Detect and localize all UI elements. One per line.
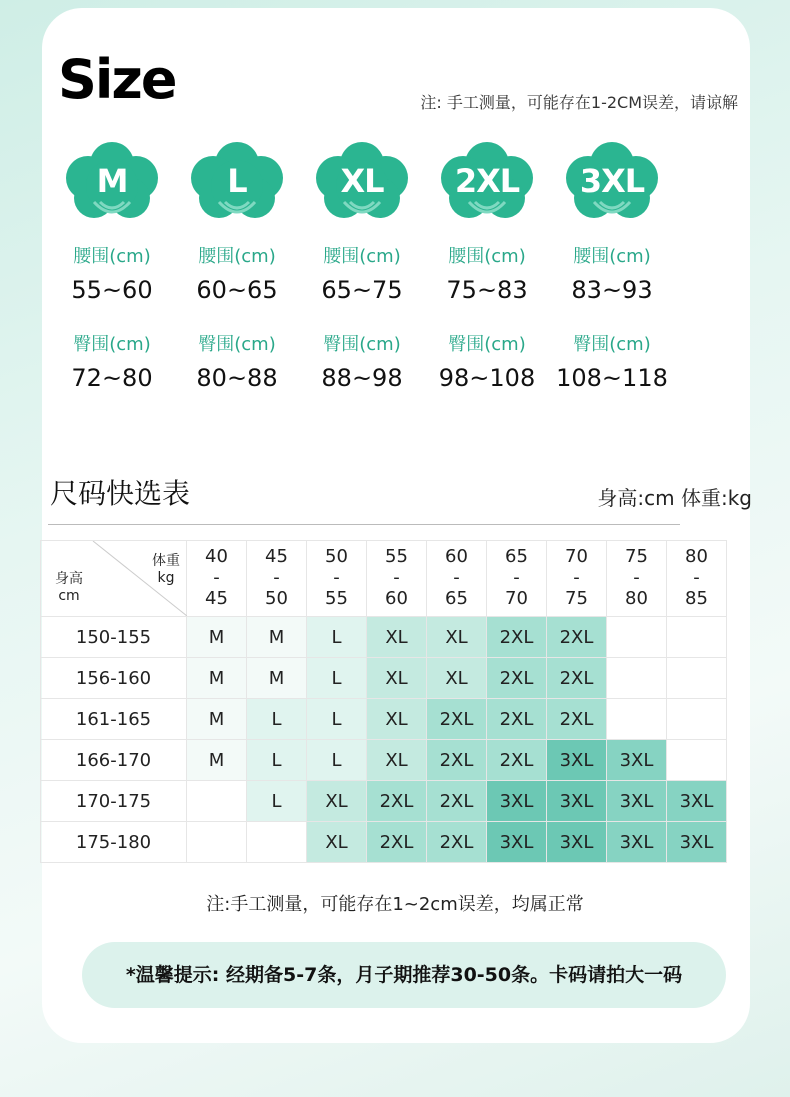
weight-dash: -: [213, 567, 220, 589]
weight-min: 75: [625, 546, 648, 568]
size-cell: M: [247, 658, 307, 699]
size-cell: [667, 617, 727, 658]
size-label: M: [96, 162, 128, 200]
waist-label: 腰围(cm): [448, 246, 526, 267]
size-cell: [667, 658, 727, 699]
weight-dash: -: [453, 567, 460, 589]
size-cell: XL: [367, 740, 427, 781]
waist-label: 腰围(cm): [73, 246, 151, 267]
hip-value: 108~118: [556, 364, 668, 392]
size-cell: L: [307, 617, 367, 658]
waist-value: 75~83: [446, 276, 528, 304]
table-header-row: [41, 541, 727, 617]
table-row: [41, 617, 727, 658]
weight-range-header: [487, 541, 547, 617]
weight-range-header: [427, 541, 487, 617]
weight-range-header: [247, 541, 307, 617]
size-cell: XL: [427, 617, 487, 658]
weight-dash: -: [333, 567, 340, 589]
size-cell: XL: [307, 781, 367, 822]
size-label: 2XL: [454, 162, 520, 200]
table-row: [41, 781, 727, 822]
weight-max: 45: [205, 587, 228, 609]
warm-tip-banner: *温馨提示: 经期备5-7条，月子期推荐30-50条。卡码请拍大一码: [82, 942, 726, 1008]
size-cell: 2XL: [487, 699, 547, 740]
height-unit: cm: [58, 587, 80, 604]
size-cell: 3XL: [487, 822, 547, 863]
size-cell: XL: [427, 658, 487, 699]
height-range-cell: 166-170: [41, 740, 187, 781]
size-column: [302, 140, 422, 392]
weight-max: 85: [685, 587, 708, 609]
size-column: [52, 140, 172, 392]
weight-max: 75: [565, 587, 588, 609]
size-cell: XL: [367, 699, 427, 740]
weight-min: 55: [385, 546, 408, 568]
size-column: [177, 140, 297, 392]
size-cell: 3XL: [667, 781, 727, 822]
size-cell: L: [307, 699, 367, 740]
size-cell: 2XL: [547, 617, 607, 658]
weight-min: 40: [205, 546, 228, 568]
table-row: [41, 822, 727, 863]
waist-value: 65~75: [321, 276, 403, 304]
hip-value: 80~88: [196, 364, 278, 392]
weight-min: 60: [445, 546, 468, 568]
size-chart-table: [40, 540, 727, 863]
hip-value: 88~98: [321, 364, 403, 392]
weight-unit: kg: [157, 569, 175, 586]
weight-dash: -: [693, 567, 700, 589]
weight-dash: -: [513, 567, 520, 589]
hip-value: 98~108: [438, 364, 536, 392]
hip-label: 臀围(cm): [323, 334, 401, 355]
size-cell: XL: [367, 617, 427, 658]
waist-value: 55~60: [71, 276, 153, 304]
size-measurements: [52, 140, 682, 410]
size-cell: 3XL: [547, 822, 607, 863]
size-cell: [187, 822, 247, 863]
hip-label: 臀围(cm): [573, 334, 651, 355]
weight-range-header: [367, 541, 427, 617]
cotton-flower-icon: [314, 140, 410, 228]
hip-value: 72~80: [71, 364, 153, 392]
weight-max: 65: [445, 587, 468, 609]
size-label: 3XL: [579, 162, 645, 200]
size-cell: 2XL: [427, 699, 487, 740]
weight-max: 60: [385, 587, 408, 609]
size-column: [552, 140, 672, 392]
size-cell: XL: [367, 658, 427, 699]
waist-label: 腰围(cm): [573, 246, 651, 267]
size-cell: M: [247, 617, 307, 658]
size-cell: [607, 699, 667, 740]
cotton-flower-icon: [64, 140, 160, 228]
weight-min: 70: [565, 546, 588, 568]
weight-range-header: [547, 541, 607, 617]
weight-range-header: [607, 541, 667, 617]
size-cell: 2XL: [427, 781, 487, 822]
weight-dash: -: [273, 567, 280, 589]
weight-range-header: [307, 541, 367, 617]
size-label: L: [227, 162, 247, 200]
waist-value: 83~93: [571, 276, 653, 304]
size-cell: M: [187, 699, 247, 740]
size-cell: [667, 740, 727, 781]
height-range-cell: 150-155: [41, 617, 187, 658]
size-cell: 3XL: [547, 781, 607, 822]
size-cell: [667, 699, 727, 740]
waist-label: 腰围(cm): [323, 246, 401, 267]
size-cell: 2XL: [487, 617, 547, 658]
size-cell: 2XL: [547, 658, 607, 699]
size-label: XL: [340, 162, 384, 200]
weight-axis-label: 体重: [152, 553, 180, 569]
height-axis-label: 身高: [55, 571, 83, 587]
size-cell: 2XL: [547, 699, 607, 740]
table-row: [41, 740, 727, 781]
height-range-cell: 161-165: [41, 699, 187, 740]
weight-max: 80: [625, 587, 648, 609]
weight-min: 65: [505, 546, 528, 568]
measurement-note: 注: 手工测量，可能存在1-2CM误差，请谅解: [420, 93, 738, 112]
hip-label: 臀围(cm): [448, 334, 526, 355]
table-corner-cell: [41, 541, 187, 617]
size-cell: 2XL: [367, 822, 427, 863]
size-cell: [607, 658, 667, 699]
size-cell: 3XL: [607, 740, 667, 781]
height-range-cell: 156-160: [41, 658, 187, 699]
size-cell: L: [247, 740, 307, 781]
size-cell: 2XL: [427, 822, 487, 863]
hip-label: 臀围(cm): [198, 334, 276, 355]
weight-min: 45: [265, 546, 288, 568]
weight-min: 80: [685, 546, 708, 568]
size-cell: 3XL: [487, 781, 547, 822]
size-cell: [187, 781, 247, 822]
waist-label: 腰围(cm): [198, 246, 276, 267]
weight-max: 55: [325, 587, 348, 609]
size-cell: 3XL: [607, 781, 667, 822]
divider: [48, 524, 680, 525]
height-range-cell: 170-175: [41, 781, 187, 822]
table-row: [41, 699, 727, 740]
cotton-flower-icon: [189, 140, 285, 228]
cotton-flower-icon: [439, 140, 535, 228]
size-cell: 3XL: [667, 822, 727, 863]
size-chart-title: 尺码快选表: [50, 477, 191, 510]
size-cell: L: [247, 699, 307, 740]
waist-value: 60~65: [196, 276, 278, 304]
size-cell: XL: [307, 822, 367, 863]
weight-dash: -: [633, 567, 640, 589]
cotton-flower-icon: [564, 140, 660, 228]
weight-max: 70: [505, 587, 528, 609]
size-cell: M: [187, 740, 247, 781]
size-cell: 2XL: [367, 781, 427, 822]
size-chart-units: 身高:cm 体重:kg: [597, 486, 752, 510]
size-cell: 2XL: [427, 740, 487, 781]
size-cell: 2XL: [487, 740, 547, 781]
weight-range-header: [187, 541, 247, 617]
size-cell: 2XL: [487, 658, 547, 699]
size-column: [427, 140, 547, 392]
height-range-cell: 175-180: [41, 822, 187, 863]
size-cell: M: [187, 658, 247, 699]
error-note: 注:手工测量，可能存在1~2cm误差，均属正常: [206, 894, 584, 915]
size-cell: 3XL: [607, 822, 667, 863]
weight-range-header: [667, 541, 727, 617]
page-title: Size: [58, 48, 176, 111]
table-row: [41, 658, 727, 699]
size-cell: [607, 617, 667, 658]
size-cell: 3XL: [547, 740, 607, 781]
size-cell: L: [247, 781, 307, 822]
size-cell: L: [307, 740, 367, 781]
weight-min: 50: [325, 546, 348, 568]
hip-label: 臀围(cm): [73, 334, 151, 355]
weight-max: 50: [265, 587, 288, 609]
weight-dash: -: [393, 567, 400, 589]
weight-dash: -: [573, 567, 580, 589]
size-cell: M: [187, 617, 247, 658]
size-cell: L: [307, 658, 367, 699]
size-cell: [247, 822, 307, 863]
